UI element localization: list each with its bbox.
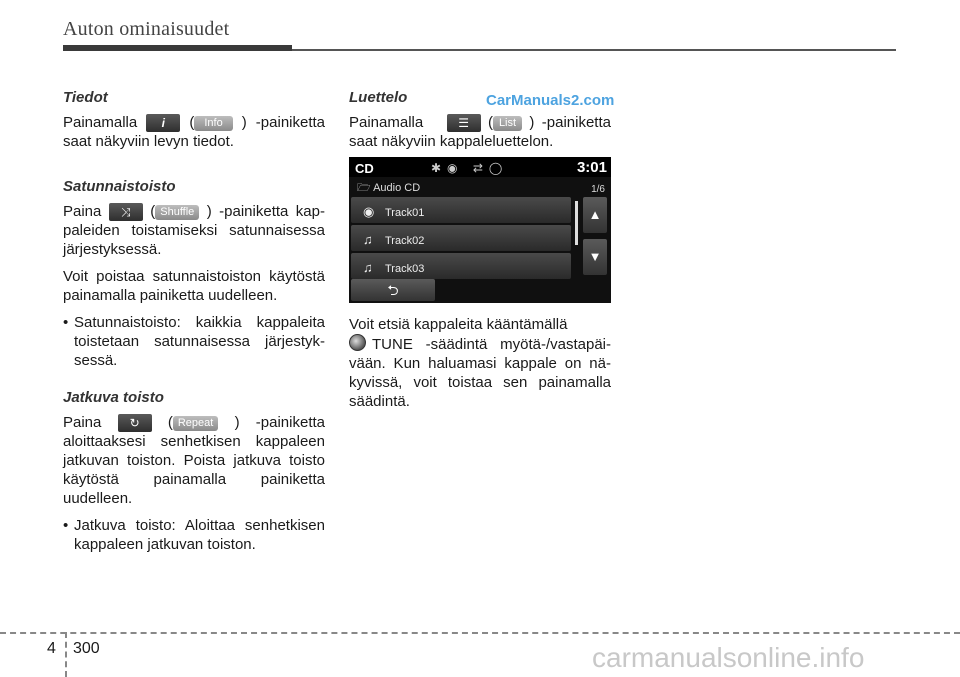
list-key-icon: ☰ bbox=[447, 114, 481, 132]
section-title-jatkuva-toisto: Jatkuva toisto bbox=[63, 389, 164, 407]
paragraph-luettelo bbox=[349, 113, 611, 151]
section-title-tiedot: Tiedot bbox=[63, 89, 108, 106]
paragraph-jatkuva-toisto bbox=[63, 413, 325, 508]
text: ) -painiketta saat näkyviin kappaleluettelon. bbox=[349, 114, 611, 151]
track-label: Track02 bbox=[385, 235, 425, 248]
paren: ( bbox=[487, 114, 493, 131]
track-item[interactable] bbox=[351, 253, 571, 279]
paragraph-satunnaistoisto-2: Voit poistaa satunnaistoiston käytöstä painamalla painiketta uudelleen. bbox=[63, 268, 325, 305]
bullet-text: Satunnaistoisto: kaikkia kappaleita toistetaan satunnaisessa järjestyksessä. bbox=[74, 314, 325, 370]
source-label: CD bbox=[355, 161, 374, 177]
track-item[interactable] bbox=[351, 225, 571, 251]
text: ) -painiketta kappaleiden toistamiseksi satunnaisessa järjestyksessä. bbox=[63, 203, 325, 259]
bullet-jatkuva-toisto bbox=[63, 516, 325, 554]
clock: 3:01 bbox=[576, 159, 607, 177]
list-button[interactable]: List bbox=[493, 116, 522, 131]
scroll-down-button[interactable]: ▼ bbox=[583, 239, 607, 275]
site-watermark: carmanualsonline.info bbox=[592, 642, 865, 673]
page-number: 300 bbox=[73, 640, 100, 657]
footer-rule bbox=[0, 632, 960, 634]
right-column bbox=[349, 88, 611, 419]
paragraph-satunnaistoisto bbox=[63, 202, 325, 259]
text: Paina bbox=[63, 203, 102, 221]
bullet-satunnaistoisto bbox=[63, 313, 325, 370]
track-label: Track03 bbox=[385, 263, 425, 276]
track-item[interactable] bbox=[351, 197, 571, 223]
footer-divider bbox=[65, 632, 67, 677]
header-bar bbox=[63, 45, 292, 51]
text: Paina bbox=[63, 414, 102, 432]
text: ) -painiketta aloittaaksesi senhetkisen kappaleen jatkuvan toiston. Poista jatkuva toisto käytöstä painamalla painiketta uudelleen. bbox=[63, 414, 325, 508]
watermark: CarManuals2.com bbox=[486, 92, 615, 109]
scroll-up-button[interactable]: ▲ bbox=[583, 197, 607, 233]
chapter-number: 4 bbox=[47, 640, 56, 657]
folder-name: Audio CD bbox=[373, 182, 421, 195]
text: ) -painiketta saat näkyviin levyn tiedot. bbox=[63, 114, 326, 151]
header-title: Auton ominaisuudet bbox=[63, 18, 230, 40]
text: Painamalla bbox=[63, 114, 138, 131]
paren: ( bbox=[150, 203, 156, 221]
info-key-icon: i bbox=[146, 114, 180, 132]
music-note-icon: ♫ bbox=[363, 260, 373, 276]
folder-bar bbox=[349, 177, 611, 195]
paragraph-tune bbox=[349, 315, 611, 411]
screen-top-bar bbox=[349, 157, 611, 177]
play-icon: ◉ bbox=[363, 204, 375, 220]
bullet-dot: • bbox=[63, 314, 69, 332]
left-column bbox=[63, 88, 325, 562]
folder-label: 🗁 Audio CD bbox=[357, 182, 421, 195]
scrollbar[interactable] bbox=[575, 201, 578, 245]
section-title-luettelo: Luettelo bbox=[349, 89, 408, 106]
repeat-button[interactable]: Repeat bbox=[173, 416, 218, 431]
shuffle-button[interactable]: Shuffle bbox=[155, 205, 199, 220]
bullet-dot: • bbox=[63, 517, 69, 535]
paragraph-tiedot bbox=[63, 113, 325, 151]
track-count: 1/6 bbox=[591, 184, 605, 196]
bullet-text: Jatkuva toisto: Aloittaa senhetkisen kappaleen jatkuvan toiston. bbox=[74, 517, 325, 554]
music-note-icon: ♫ bbox=[363, 232, 373, 248]
paren: ( bbox=[167, 414, 173, 432]
track-label: Track01 bbox=[385, 207, 425, 220]
repeat-key-icon: ↻ bbox=[118, 414, 152, 432]
cd-screen bbox=[349, 157, 611, 303]
status-icons: ✱◉ ⇄◯ bbox=[431, 161, 509, 176]
text: Voit etsiä kappaleita kääntämällä bbox=[349, 316, 568, 334]
tune-knob-icon bbox=[349, 334, 366, 351]
text: TUNE -säädintä myötä-/vastapäivään. Kun haluamasi kappale on näkyvissä, voit toistaa sen painamalla säädintä. bbox=[349, 336, 611, 411]
shuffle-key-icon: ⤨ bbox=[109, 203, 143, 221]
section-title-satunnaistoisto: Satunnaistoisto bbox=[63, 178, 176, 196]
header-rule bbox=[292, 49, 896, 51]
paren: ( bbox=[189, 114, 195, 131]
info-button[interactable]: Info bbox=[194, 116, 232, 131]
back-button[interactable]: ⮌ bbox=[351, 279, 435, 301]
text: Painamalla bbox=[349, 114, 424, 131]
